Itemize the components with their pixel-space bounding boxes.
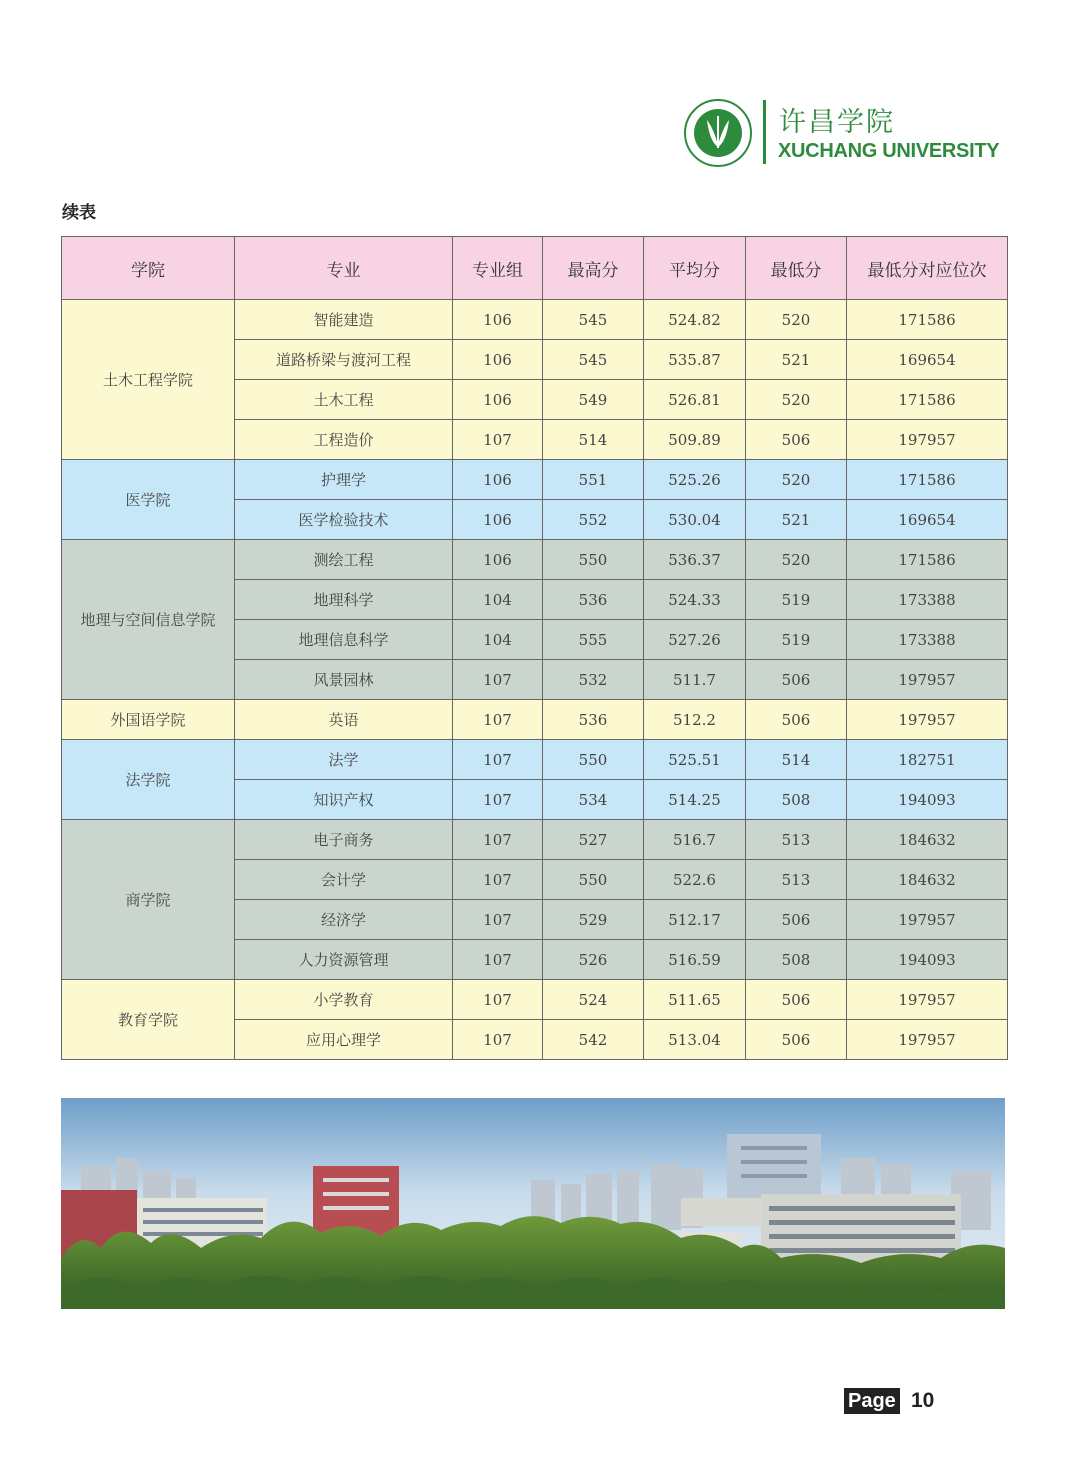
page-number: 10 [911,1389,935,1412]
major-cell: 风景园林 [235,660,453,700]
min-cell: 521 [746,340,847,380]
avg-cell: 530.04 [644,500,746,540]
rank-cell: 197957 [847,660,1008,700]
max-cell: 532 [543,660,644,700]
group-cell: 107 [453,900,543,940]
group-cell: 106 [453,500,543,540]
min-cell: 506 [746,660,847,700]
major-cell: 人力资源管理 [235,940,453,980]
group-cell: 107 [453,780,543,820]
table-row [62,300,1008,340]
avg-cell: 525.26 [644,460,746,500]
header-major-group: 专业组 [453,237,543,300]
avg-cell: 513.04 [644,1020,746,1060]
min-cell: 513 [746,860,847,900]
avg-cell: 509.89 [644,420,746,460]
max-cell: 552 [543,500,644,540]
header-college: 学院 [62,237,235,300]
rank-cell: 197957 [847,1020,1008,1060]
min-cell: 514 [746,740,847,780]
rank-cell: 173388 [847,580,1008,620]
college-cell: 外国语学院 [62,700,235,740]
max-cell: 524 [543,980,644,1020]
min-cell: 513 [746,820,847,860]
avg-cell: 525.51 [644,740,746,780]
group-cell: 106 [453,460,543,500]
avg-cell: 524.33 [644,580,746,620]
page-label: Page [844,1388,900,1414]
rank-cell: 171586 [847,540,1008,580]
major-cell: 工程造价 [235,420,453,460]
max-cell: 555 [543,620,644,660]
campus-panorama-image [61,1098,1005,1309]
min-cell: 506 [746,1020,847,1060]
max-cell: 536 [543,700,644,740]
min-cell: 521 [746,500,847,540]
group-cell: 104 [453,620,543,660]
min-cell: 506 [746,900,847,940]
min-cell: 520 [746,540,847,580]
min-cell: 506 [746,420,847,460]
min-cell: 520 [746,380,847,420]
avg-cell: 511.65 [644,980,746,1020]
group-cell: 107 [453,700,543,740]
university-seal-icon [683,98,753,168]
avg-cell: 512.2 [644,700,746,740]
rank-cell: 169654 [847,500,1008,540]
college-cell: 地理与空间信息学院 [62,540,235,700]
group-cell: 107 [453,660,543,700]
max-cell: 550 [543,860,644,900]
max-cell: 550 [543,540,644,580]
major-cell: 医学检验技术 [235,500,453,540]
rank-cell: 169654 [847,340,1008,380]
rank-cell: 194093 [847,940,1008,980]
college-cell: 土木工程学院 [62,300,235,460]
avg-cell: 524.82 [644,300,746,340]
college-cell: 教育学院 [62,980,235,1060]
major-cell: 知识产权 [235,780,453,820]
avg-cell: 522.6 [644,860,746,900]
min-cell: 519 [746,620,847,660]
group-cell: 107 [453,940,543,980]
min-cell: 520 [746,460,847,500]
avg-cell: 526.81 [644,380,746,420]
min-cell: 506 [746,700,847,740]
continued-label: 续表 [62,203,96,223]
max-cell: 529 [543,900,644,940]
table-row [62,740,1008,780]
rank-cell: 197957 [847,900,1008,940]
major-cell: 道路桥梁与渡河工程 [235,340,453,380]
group-cell: 107 [453,420,543,460]
avg-cell: 536.37 [644,540,746,580]
group-cell: 107 [453,1020,543,1060]
university-name-cn: 许昌学院 [779,107,895,138]
group-cell: 104 [453,580,543,620]
max-cell: 545 [543,300,644,340]
max-cell: 534 [543,780,644,820]
min-cell: 519 [746,580,847,620]
group-cell: 107 [453,740,543,780]
major-cell: 小学教育 [235,980,453,1020]
rank-cell: 197957 [847,980,1008,1020]
major-cell: 智能建造 [235,300,453,340]
group-cell: 106 [453,540,543,580]
max-cell: 536 [543,580,644,620]
table-row [62,540,1008,580]
rank-cell: 184632 [847,860,1008,900]
max-cell: 527 [543,820,644,860]
min-cell: 508 [746,940,847,980]
avg-cell: 514.25 [644,780,746,820]
rank-cell: 171586 [847,380,1008,420]
rank-cell: 173388 [847,620,1008,660]
rank-cell: 171586 [847,460,1008,500]
college-cell: 法学院 [62,740,235,820]
avg-cell: 535.87 [644,340,746,380]
table-header-row [62,237,1008,300]
major-cell: 地理信息科学 [235,620,453,660]
rank-cell: 197957 [847,420,1008,460]
university-name-en: XUCHANG UNIVERSITY [778,140,1000,162]
header-major: 专业 [235,237,453,300]
rank-cell: 171586 [847,300,1008,340]
max-cell: 542 [543,1020,644,1060]
logo-divider [763,100,766,164]
major-cell: 法学 [235,740,453,780]
avg-cell: 527.26 [644,620,746,660]
max-cell: 526 [543,940,644,980]
college-cell: 医学院 [62,460,235,540]
table-row [62,460,1008,500]
max-cell: 550 [543,740,644,780]
rank-cell: 194093 [847,780,1008,820]
avg-cell: 516.7 [644,820,746,860]
university-logo [683,98,1013,168]
table-row [62,820,1008,860]
major-cell: 护理学 [235,460,453,500]
major-cell: 应用心理学 [235,1020,453,1060]
max-cell: 549 [543,380,644,420]
major-cell: 测绘工程 [235,540,453,580]
avg-cell: 511.7 [644,660,746,700]
header-min-score: 最低分 [746,237,847,300]
header-avg-score: 平均分 [644,237,746,300]
table-row [62,700,1008,740]
major-cell: 英语 [235,700,453,740]
group-cell: 107 [453,980,543,1020]
header-min-rank: 最低分对应位次 [847,237,1008,300]
group-cell: 106 [453,340,543,380]
table-row [62,980,1008,1020]
max-cell: 551 [543,460,644,500]
min-cell: 506 [746,980,847,1020]
major-cell: 会计学 [235,860,453,900]
group-cell: 107 [453,860,543,900]
major-cell: 经济学 [235,900,453,940]
max-cell: 514 [543,420,644,460]
rank-cell: 197957 [847,700,1008,740]
avg-cell: 516.59 [644,940,746,980]
header-max-score: 最高分 [543,237,644,300]
college-cell: 商学院 [62,820,235,980]
max-cell: 545 [543,340,644,380]
major-cell: 地理科学 [235,580,453,620]
avg-cell: 512.17 [644,900,746,940]
rank-cell: 184632 [847,820,1008,860]
major-cell: 电子商务 [235,820,453,860]
rank-cell: 182751 [847,740,1008,780]
major-cell: 土木工程 [235,380,453,420]
min-cell: 508 [746,780,847,820]
admission-score-table [61,236,1008,1060]
group-cell: 106 [453,300,543,340]
min-cell: 520 [746,300,847,340]
group-cell: 107 [453,820,543,860]
group-cell: 106 [453,380,543,420]
